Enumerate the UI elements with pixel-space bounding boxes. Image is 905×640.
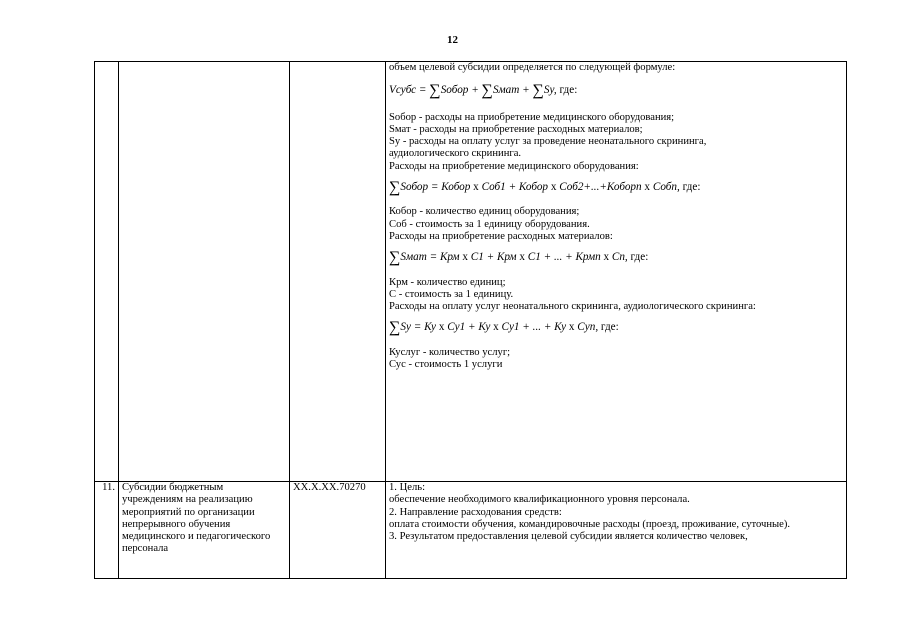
definition-line: Сус - стоимость 1 услуги — [389, 359, 503, 371]
definition-line: Расходы на приобретение медицинского оборудования: — [389, 160, 639, 172]
definition-line: Sу - расходы на оплату услуг за проведение неонатального скрининга, — [389, 136, 707, 148]
name-cell — [119, 62, 290, 482]
sum-icon: ∑ — [389, 249, 401, 267]
sum-icon: ∑ — [389, 179, 401, 197]
definition-line: Крм - количество единиц; — [389, 276, 506, 288]
code-cell — [290, 62, 386, 482]
definition-line: С - стоимость за 1 единицу. — [389, 288, 514, 300]
definition-line: Sмат - расходы на приобретение расходных материалов; — [389, 123, 643, 135]
description-cell — [386, 482, 847, 579]
formula-equipment: ∑Sобор = Кобор x Соб1 + Кобор x Соб2+...+Коборn x Собn, где: — [389, 179, 701, 197]
formula-services: ∑Sу = Ку x Су1 + Ку x Су1 + ... + Ку x Суn, где: — [389, 319, 619, 337]
sum-icon: ∑ — [429, 82, 441, 100]
definition-line: Расходы на оплату услуг неонатального скрининга, аудиологического скрининга: — [389, 301, 756, 313]
formula-materials: ∑Sмат = Крм x С1 + Крм x С1 + ... + Крмn x Сn, где: — [389, 249, 649, 267]
table-row — [95, 62, 847, 482]
description-line: 2. Направление расходования средств: — [389, 506, 562, 518]
page-number: 12 — [447, 34, 458, 46]
description-cell — [386, 62, 847, 482]
subsidy-name: Субсидии бюджетным учреждениям на реализацию мероприятий по организации непрерывного обучения медицинского и педагогического персонала — [119, 482, 290, 579]
subsidy-code: XX.X.XX.70270 — [290, 482, 386, 579]
description-line: 3. Результатом предоставления целевой субсидии является количество человек, — [389, 531, 748, 543]
description-line: оплата стоимости обучения, командировочные расходы (проезд, проживание, суточные). — [389, 518, 791, 530]
definition-line: Соб - стоимость за 1 единицу оборудования. — [389, 218, 590, 230]
row-number-cell — [95, 62, 119, 482]
formula-intro: объем целевой субсидии определяется по следующей формуле: — [389, 62, 676, 73]
subsidy-table — [94, 61, 847, 579]
sum-icon: ∑ — [389, 319, 401, 337]
table-row — [95, 482, 847, 579]
definition-line: Куслуг - количество услуг; — [389, 346, 511, 358]
definition-line: Sобор - расходы на приобретение медицинского оборудования; — [389, 111, 675, 123]
definition-line: Расходы на приобретение расходных материалов: — [389, 230, 613, 242]
row-number: 11. — [95, 482, 119, 579]
definition-line: аудиологического скрининга. — [389, 148, 522, 160]
sum-icon: ∑ — [532, 82, 544, 100]
definition-line: Кобор - количество единиц оборудования; — [389, 206, 580, 218]
description-line: обеспечение необходимого квалификационного уровня персонала. — [389, 494, 690, 506]
description-line: 1. Цель: — [389, 482, 426, 493]
formula-main: Vсубс = ∑Sобор + ∑Sмат + ∑Sу, где: — [389, 82, 578, 100]
sum-icon: ∑ — [481, 82, 493, 100]
